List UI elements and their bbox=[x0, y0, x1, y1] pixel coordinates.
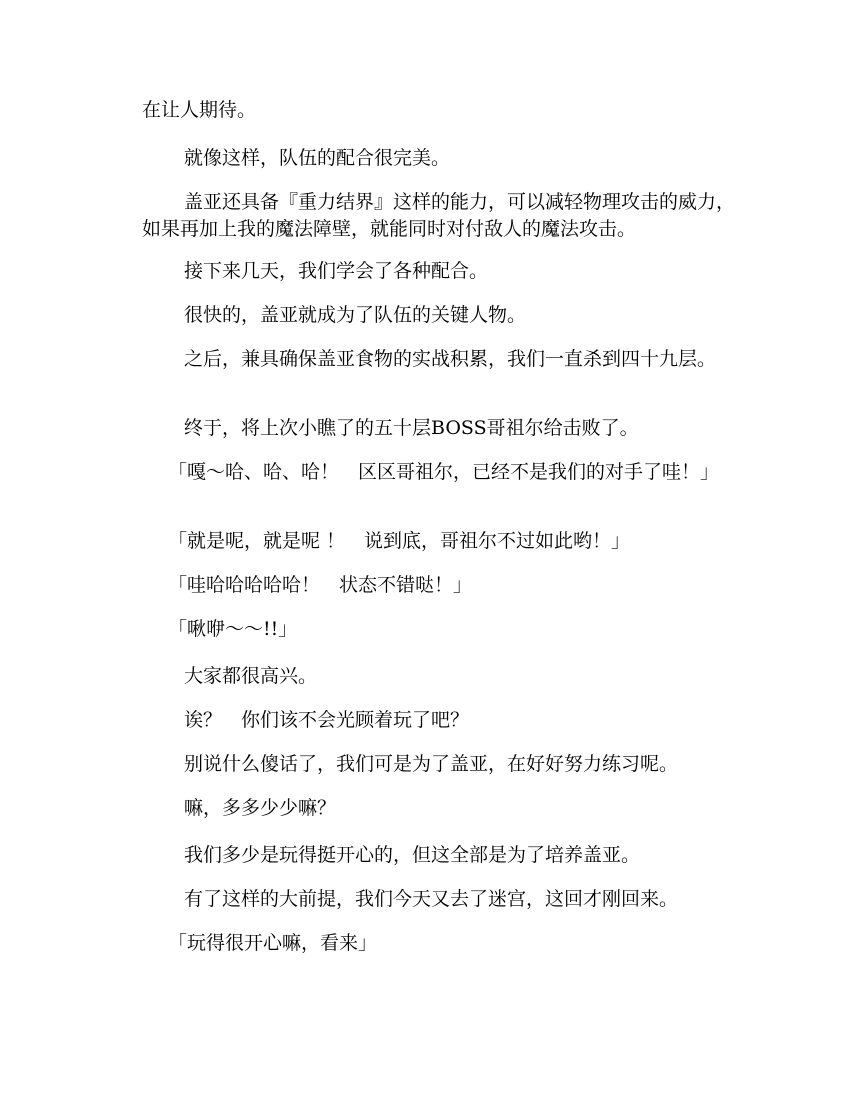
paragraph-5: 很快的，盖亚就成为了队伍的关键人物。 bbox=[184, 304, 527, 326]
paragraph-4: 接下来几天，我们学会了各种配合。 bbox=[184, 260, 489, 282]
paragraph-1: 在让人期待。 bbox=[142, 99, 257, 121]
paragraph-6: 之后，兼具确保盖亚食物的实战积累，我们一直杀到四十九层。 bbox=[184, 348, 717, 370]
dialogue-4: 「啾咿～～!!」 bbox=[168, 618, 298, 640]
paragraph-2: 就像这样，队伍的配合很完美。 bbox=[184, 147, 451, 169]
dialogue-3: 「哇哈哈哈哈哈！ 状态不错哒！」 bbox=[168, 574, 473, 596]
paragraph-11: 嘛，多多少少嘛？ bbox=[184, 797, 337, 819]
paragraph-3: 盖亚还具备『重力结界』这样的能力，可以减轻物理攻击的威力，如果再加上我的魔法障壁，就能同时对付敌人的魔法攻击。 bbox=[142, 191, 736, 240]
paragraph-12: 我们多少是玩得挺开心的，但这全部是为了培养盖亚。 bbox=[184, 844, 641, 866]
paragraph-9: 诶？ 你们该不会光顾着玩了吧？ bbox=[184, 709, 470, 731]
dialogue-2: 「就是呢，就是呢 ！ 说到底，哥祖尔不过如此哟！」 bbox=[168, 530, 631, 552]
dialogue-1: 「嘎～哈、哈、哈！ 区区哥祖尔，已经不是我们的对手了哇！」 bbox=[168, 461, 720, 483]
paragraph-7: 终于，将上次小瞧了的五十层BOSS哥祖尔给击败了。 bbox=[184, 417, 639, 439]
paragraph-13: 有了这样的大前提，我们今天又去了迷宫，这回才刚回来。 bbox=[184, 888, 679, 910]
dialogue-5: 「玩得很开心嘛，看来」 bbox=[168, 932, 378, 954]
paragraph-8: 大家都很高兴。 bbox=[184, 665, 318, 687]
paragraph-10: 别说什么傻话了，我们可是为了盖亚，在好好努力练习呢。 bbox=[184, 753, 679, 775]
